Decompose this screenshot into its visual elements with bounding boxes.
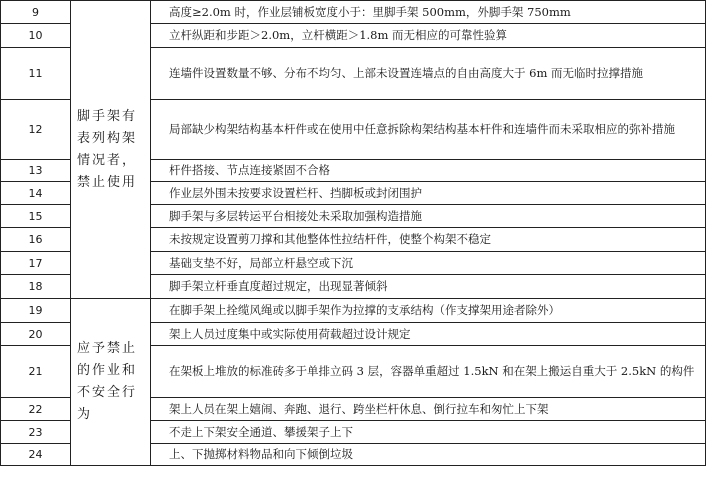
row-number: 12 (1, 100, 71, 160)
row-description: 脚手架与多层转运平台相接处未采取加强构造措施 (151, 205, 706, 228)
row-number: 23 (1, 421, 71, 444)
row-description: 作业层外围未按要求设置栏杆、挡脚板或封闭围护 (151, 182, 706, 205)
category-label: 应予禁止的作业和不安全行为 (77, 341, 138, 422)
row-number: 15 (1, 205, 71, 228)
row-number: 14 (1, 182, 71, 205)
row-description: 基础支垫不好，局部立杆悬空或下沉 (151, 252, 706, 275)
row-description: 在脚手架上拴缆风绳或以脚手架作为拉撑的支承结构（作支撑架用途者除外） (151, 299, 706, 323)
row-description: 高度≥2.0m 时，作业层铺板宽度小于：里脚手架 500mm，外脚手架 750mm (151, 1, 706, 24)
table-row (1, 1, 706, 24)
category-cell (71, 1, 151, 299)
row-description: 立杆纵距和步距＞2.0m，立杆横距＞1.8m 而无相应的可靠性验算 (151, 24, 706, 48)
table-row (1, 299, 706, 323)
row-description: 脚手架立杆垂直度超过规定，出现显著倾斜 (151, 275, 706, 299)
row-description: 未按规定设置剪刀撑和其他整体性拉结杆件，使整个构架不稳定 (151, 228, 706, 252)
row-number: 9 (1, 1, 71, 24)
row-description: 局部缺少构架结构基本杆件或在使用中任意拆除构架结构基本杆件和连墙件而未采取相应的弥补措施 (151, 100, 706, 160)
row-description: 上、下抛掷材料物品和向下倾倒垃圾 (151, 444, 706, 466)
row-number: 20 (1, 323, 71, 346)
row-number: 13 (1, 160, 71, 182)
row-number: 17 (1, 252, 71, 275)
row-number: 11 (1, 48, 71, 100)
row-number: 16 (1, 228, 71, 252)
row-number: 24 (1, 444, 71, 466)
row-description: 架上人员过度集中或实际使用荷载超过设计规定 (151, 323, 706, 346)
category-cell (71, 299, 151, 466)
row-description: 架上人员在架上嬉闹、奔跑、退行、跨坐栏杆休息、倒行拉车和匆忙上下架 (151, 398, 706, 421)
row-description: 不走上下架安全通道、攀援架子上下 (151, 421, 706, 444)
row-description: 杆件搭接、节点连接紧固不合格 (151, 160, 706, 182)
category-label: 脚手架有表列构架情况者，禁止使用 (77, 108, 138, 190)
row-description: 连墙件设置数量不够、分布不均匀、上部未设置连墙点的自由高度大于 6m 而无临时拉撑措施 (151, 48, 706, 100)
row-number: 10 (1, 24, 71, 48)
row-description: 在架板上堆放的标准砖多于单排立码 3 层，容器单重超过 1.5kN 和在架上搬运自重大于 2.5kN 的构件 (151, 346, 706, 398)
row-number: 18 (1, 275, 71, 299)
row-number: 19 (1, 299, 71, 323)
row-number: 21 (1, 346, 71, 398)
row-number: 22 (1, 398, 71, 421)
